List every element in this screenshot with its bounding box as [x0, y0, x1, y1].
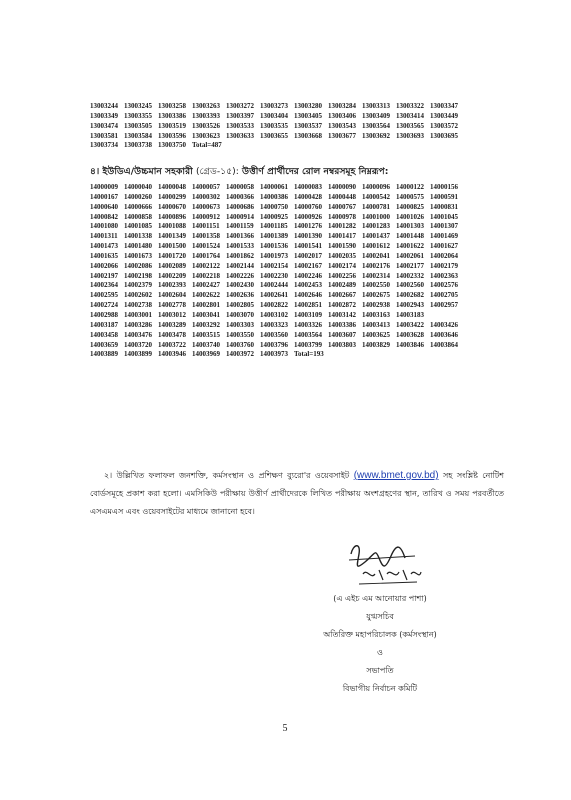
roll-number: 14000058: [226, 183, 254, 191]
roll-number: 14001536: [260, 242, 288, 251]
roll-number: 13003397: [226, 111, 254, 120]
roll-number: 13003655: [260, 131, 288, 140]
roll-number: 14003326: [294, 320, 322, 329]
roll-number: 14000122: [396, 183, 424, 191]
roll-number: 14003515: [192, 330, 220, 339]
roll-number: 13003695: [430, 131, 458, 140]
roll-number: 14002444: [260, 281, 288, 290]
roll-number: 14002822: [260, 301, 288, 310]
roll-number: 14002226: [226, 271, 254, 280]
roll-number: 13003572: [430, 121, 458, 130]
roll-number: 14003899: [124, 350, 152, 359]
roll-number: 14001080: [90, 222, 118, 231]
roll-number: 14000542: [362, 192, 390, 201]
page-number: 5: [282, 723, 288, 734]
roll-number: 13003692: [362, 131, 390, 140]
roll-row: [90, 232, 500, 242]
roll-row: [90, 102, 500, 112]
roll-number: 14001151: [192, 222, 220, 231]
roll-number: 14002724: [90, 301, 118, 310]
roll-row: [90, 242, 500, 252]
roll-number: 14000096: [362, 183, 390, 191]
roll-number: 14002489: [328, 281, 356, 290]
roll-number: 14000009: [90, 183, 118, 191]
roll-number: 13003474: [90, 121, 118, 130]
roll-number: 13003537: [294, 121, 322, 130]
roll-number: 14002246: [294, 271, 322, 280]
roll-number: 14003972: [226, 350, 254, 359]
roll-number: 14001389: [260, 232, 288, 241]
roll-number: 14002957: [430, 301, 458, 310]
roll-number: 14002646: [294, 291, 322, 300]
roll-number: 14002805: [226, 301, 254, 310]
roll-number: 14002430: [226, 281, 254, 290]
roll-number: 13003750: [158, 141, 186, 150]
roll-number: 14000926: [294, 212, 322, 221]
roll-number: 13003404: [260, 111, 288, 120]
roll-number: 14001720: [158, 251, 186, 260]
roll-number: 14001185: [260, 222, 288, 231]
roll-number: 13003734: [90, 141, 118, 150]
roll-number: 13003581: [90, 131, 118, 140]
roll-number: 14003478: [158, 330, 186, 339]
roll-row: [90, 132, 500, 142]
signatory-title-chairman: সভাপতি: [366, 666, 394, 675]
roll-number: 14002393: [158, 281, 186, 290]
roll-number: 14002332: [396, 271, 424, 280]
roll-number: 14002682: [396, 291, 424, 300]
roll-row: [90, 193, 500, 203]
roll-number: 14002576: [430, 281, 458, 290]
roll-number: 14000842: [90, 212, 118, 221]
heading-prefix: ৪। ইউডিএ/উচ্চমান সহকারী: [90, 166, 193, 177]
roll-number: 14003001: [124, 310, 152, 319]
roll-number: 13003347: [430, 102, 458, 110]
roll-row: [90, 222, 500, 232]
roll-number: 14003646: [430, 330, 458, 339]
roll-number: 14003550: [226, 330, 254, 339]
signatory-title-additional-dg: অতিরিক্ত মহাপরিচালক (কর্মসংস্থান): [323, 630, 437, 639]
roll-number: 14002064: [430, 251, 458, 260]
roll-number: 14003889: [90, 350, 118, 359]
roll-number: 13003535: [260, 121, 288, 130]
roll-number: 14002801: [192, 301, 220, 310]
roll-number: 13003272: [226, 102, 254, 110]
signatory-name: (এ এইচ এম আনোয়ার পাশা): [333, 594, 427, 603]
roll-number: 14000591: [430, 192, 458, 201]
roll-number: 14002364: [90, 281, 118, 290]
roll-row: [90, 331, 500, 341]
roll-number: 14002230: [260, 271, 288, 280]
roll-total: Total=487: [192, 141, 222, 150]
roll-number: 14000767: [328, 202, 356, 211]
roll-number: 14003560: [260, 330, 288, 339]
roll-number: 14001366: [226, 232, 254, 241]
roll-number: 14002314: [362, 271, 390, 280]
roll-number: 13003386: [158, 111, 186, 120]
roll-number: 13003738: [124, 141, 152, 150]
roll-number: 14000912: [192, 212, 220, 221]
roll-row: [90, 311, 500, 321]
roll-number: 14001349: [158, 232, 186, 241]
roll-number: 14000825: [396, 202, 424, 211]
roll-number: 14002363: [430, 271, 458, 280]
roll-number: 14003183: [396, 310, 424, 319]
roll-number: 14000156: [430, 183, 458, 191]
roll-number: 14001437: [362, 232, 390, 241]
roll-number: 14000914: [226, 212, 254, 221]
roll-number: 13003564: [362, 121, 390, 130]
roll-number: 14003292: [192, 320, 220, 329]
roll-number: 14000670: [158, 202, 186, 211]
roll-number: 14003426: [430, 320, 458, 329]
roll-number: 14002675: [362, 291, 390, 300]
roll-number: 14000760: [294, 202, 322, 211]
roll-number: 14002938: [362, 301, 390, 310]
roll-number: 14003760: [226, 340, 254, 349]
roll-row: [90, 350, 500, 360]
roll-number: 14001590: [328, 242, 356, 251]
roll-number: 14001358: [192, 232, 220, 241]
roll-number: 14003720: [124, 340, 152, 349]
roll-number: 14000090: [328, 183, 356, 191]
roll-number: 14002602: [124, 291, 152, 300]
roll-number: 14000831: [430, 202, 458, 211]
roll-number: 14003864: [430, 340, 458, 349]
roll-number: 14000299: [158, 192, 186, 201]
roll-number: 13003280: [294, 102, 322, 110]
roll-number: 14003625: [362, 330, 390, 339]
roll-number: 14001622: [396, 242, 424, 251]
roll-number: 14000640: [90, 202, 118, 211]
roll-number: 14000428: [294, 192, 322, 201]
roll-number: 14002550: [362, 281, 390, 290]
roll-number: 13003565: [396, 121, 424, 130]
roll-number: 14003722: [158, 340, 186, 349]
roll-number: 14003109: [294, 310, 322, 319]
roll-number: 14000260: [124, 192, 152, 201]
roll-number: 14002705: [430, 291, 458, 300]
roll-number: 14002144: [226, 261, 254, 270]
roll-number: 14002154: [260, 261, 288, 270]
roll-number: 14002197: [90, 271, 118, 280]
signatory-block: [290, 590, 470, 698]
roll-number: 13003623: [192, 131, 220, 140]
roll-number: 14003803: [328, 340, 356, 349]
roll-number: 14001612: [362, 242, 390, 251]
roll-number: 14002179: [430, 261, 458, 270]
roll-number: 14003102: [260, 310, 288, 319]
roll-number: 14003628: [396, 330, 424, 339]
roll-number: 14001524: [192, 242, 220, 251]
roll-number: 14003946: [158, 350, 186, 359]
roll-number: 13003355: [124, 111, 152, 120]
roll-number: 14002636: [226, 291, 254, 300]
roll-number: 14003187: [90, 320, 118, 329]
roll-number: 14003846: [396, 340, 424, 349]
roll-number: 14003458: [90, 330, 118, 339]
roll-number: 14002943: [396, 301, 424, 310]
roll-number: 14000167: [90, 192, 118, 201]
roll-number: 14001500: [158, 242, 186, 251]
roll-number: 14002089: [158, 261, 186, 270]
paragraph-text-after-url: সহ সংশ্লিষ্ট নোটিশ বোর্ডসমূহে প্রকাশ করা হলো। এমসিকিউ পরীক্ষায় উত্তীর্ণ প্রার্থীদেরকে লিখিত পরীক্ষায় অংশগ্রহণের স্থান, তারিখ ও সময় পরবর্তীতে এসএমএস এবং ওয়েবসাইটের মাধ্যমে জানানো হবে।: [90, 471, 504, 516]
roll-number: 14000666: [124, 202, 152, 211]
roll-row: [90, 252, 500, 262]
roll-number-list-udc-previous: [90, 102, 500, 151]
roll-number: 14003659: [90, 340, 118, 349]
roll-number: 14002256: [328, 271, 356, 280]
roll-number: 13003409: [362, 111, 390, 120]
roll-row: [90, 321, 500, 331]
roll-number: 14001282: [328, 222, 356, 231]
roll-number: 14002167: [294, 261, 322, 270]
roll-number: 14001862: [226, 251, 254, 260]
roll-row: [90, 341, 500, 351]
roll-number: 13003449: [430, 111, 458, 120]
roll-number: 14001088: [158, 222, 186, 231]
handwritten-signature: [345, 540, 425, 592]
roll-number: 14002177: [396, 261, 424, 270]
roll-number: 14000781: [362, 202, 390, 211]
roll-number: 14000673: [192, 202, 220, 211]
roll-number: 14001026: [396, 212, 424, 221]
roll-number: 14003564: [294, 330, 322, 339]
roll-number: 13003263: [192, 102, 220, 110]
roll-number: 14002453: [294, 281, 322, 290]
roll-number: 13003533: [226, 121, 254, 130]
roll-number: 14001085: [124, 222, 152, 231]
roll-number: 14003142: [328, 310, 356, 319]
roll-number: 14002198: [124, 271, 152, 280]
roll-number: 14001311: [90, 232, 118, 241]
roll-number: 14000083: [294, 183, 322, 191]
roll-number: 14002667: [328, 291, 356, 300]
signatory-title-committee: বিভাগীয় নির্বাচন কমিটি: [342, 684, 418, 693]
roll-number: 14003973: [260, 350, 288, 359]
signatory-conjunction: ও: [377, 648, 383, 657]
roll-number: 14002066: [90, 261, 118, 270]
roll-number: 14000386: [260, 192, 288, 201]
roll-number: 13003393: [192, 111, 220, 120]
roll-number: 14001473: [90, 242, 118, 251]
roll-number: 13003313: [362, 102, 390, 110]
roll-number: 14001480: [124, 242, 152, 251]
roll-number: 14002061: [396, 251, 424, 260]
roll-number: 14001635: [90, 251, 118, 260]
roll-number: 14002872: [328, 301, 356, 310]
roll-number: 14001764: [192, 251, 220, 260]
roll-number: 13003596: [158, 131, 186, 140]
roll-number: 14002778: [158, 301, 186, 310]
roll-number: 14002041: [362, 251, 390, 260]
roll-number: 13003244: [90, 102, 118, 110]
roll-number: 14003041: [192, 310, 220, 319]
roll-number: 14002086: [124, 261, 152, 270]
roll-number: 14002209: [158, 271, 186, 280]
roll-number: 14003607: [328, 330, 356, 339]
roll-number: 14002035: [328, 251, 356, 260]
website-link[interactable]: (www.bmet.gov.bd): [353, 470, 439, 481]
roll-number: 14001469: [430, 232, 458, 241]
roll-number: 14000057: [192, 183, 220, 191]
roll-number: 14001448: [396, 232, 424, 241]
roll-number: 14002738: [124, 301, 152, 310]
roll-number: 14000896: [158, 212, 186, 221]
roll-number: 14002604: [158, 291, 186, 300]
roll-number: 14003799: [294, 340, 322, 349]
roll-number: 14001417: [328, 232, 356, 241]
roll-number: 14000925: [260, 212, 288, 221]
roll-row: [90, 281, 500, 291]
roll-number: 14001303: [396, 222, 424, 231]
roll-number: 13003273: [260, 102, 288, 110]
roll-number: 14003303: [226, 320, 254, 329]
roll-number: 14000686: [226, 202, 254, 211]
roll-number: 13003584: [124, 131, 152, 140]
roll-number: 14001276: [294, 222, 322, 231]
roll-row: [90, 183, 500, 193]
roll-number: 14000040: [124, 183, 152, 191]
roll-number: 14002122: [192, 261, 220, 270]
roll-row: [90, 141, 500, 151]
roll-number: 14003323: [260, 320, 288, 329]
signatory-title-joint-secretary: যুগ্মসচিব: [366, 612, 394, 621]
roll-number: 14001541: [294, 242, 322, 251]
roll-number: 14000575: [396, 192, 424, 201]
roll-number: 13003526: [192, 121, 220, 130]
roll-number: 13003668: [294, 131, 322, 140]
roll-number: 14000366: [226, 192, 254, 201]
roll-number: 13003414: [396, 111, 424, 120]
roll-row: [90, 301, 500, 311]
roll-number: 14003012: [158, 310, 186, 319]
roll-number: 14003386: [328, 320, 356, 329]
roll-number: 14003286: [124, 320, 152, 329]
roll-row: [90, 291, 500, 301]
roll-number: 14001307: [430, 222, 458, 231]
roll-number: 14003969: [192, 350, 220, 359]
roll-number: 14003070: [226, 310, 254, 319]
roll-number: 14000750: [260, 202, 288, 211]
roll-row: [90, 112, 500, 122]
roll-number: 14003796: [260, 340, 288, 349]
roll-number: 14002641: [260, 291, 288, 300]
roll-number: 14002560: [396, 281, 424, 290]
roll-row: [90, 262, 500, 272]
roll-number: 14002379: [124, 281, 152, 290]
paragraph-text-before-url: ২। উল্লিখিত ফলাফল জনশক্তি, কর্মসংস্থান ও প্রশিক্ষণ ব্যুরো'র ওয়েবসাইট: [104, 471, 350, 480]
roll-number: 14003829: [362, 340, 390, 349]
roll-number: 14002176: [362, 261, 390, 270]
roll-number: 14001973: [260, 251, 288, 260]
roll-number: 13003633: [226, 131, 254, 140]
roll-number: 13003519: [158, 121, 186, 130]
roll-number: 14002174: [328, 261, 356, 270]
roll-number: 14000048: [158, 183, 186, 191]
section-heading-udc: [90, 164, 520, 179]
roll-number: 14002988: [90, 310, 118, 319]
roll-number: 13003349: [90, 111, 118, 120]
roll-number: 14002622: [192, 291, 220, 300]
roll-number: 14001045: [430, 212, 458, 221]
roll-number: 14002427: [192, 281, 220, 290]
roll-number: 13003284: [328, 102, 356, 110]
roll-number: 14001627: [430, 242, 458, 251]
roll-number: 14003476: [124, 330, 152, 339]
roll-number: 14001390: [294, 232, 322, 241]
roll-number: 14001673: [124, 251, 152, 260]
roll-number: 13003677: [328, 131, 356, 140]
roll-number: 14001338: [124, 232, 152, 241]
roll-number: 14000302: [192, 192, 220, 201]
roll-number: 14003740: [192, 340, 220, 349]
roll-row: [90, 122, 500, 132]
roll-number: 14002017: [294, 251, 322, 260]
roll-number: 14002851: [294, 301, 322, 310]
roll-number: 13003405: [294, 111, 322, 120]
roll-number: 13003505: [124, 121, 152, 130]
roll-row: [90, 272, 500, 282]
roll-number: 13003245: [124, 102, 152, 110]
roll-number: 14000978: [328, 212, 356, 221]
roll-number: 13003258: [158, 102, 186, 110]
roll-number: 14002595: [90, 291, 118, 300]
roll-number: 14000061: [260, 183, 288, 191]
roll-row: [90, 213, 500, 223]
roll-row: [90, 203, 500, 213]
roll-number: 13003322: [396, 102, 424, 110]
roll-number-list-udc: [90, 183, 500, 360]
roll-number: 14002218: [192, 271, 220, 280]
roll-number: 14003289: [158, 320, 186, 329]
roll-number: 14001000: [362, 212, 390, 221]
roll-number: 14001159: [226, 222, 254, 231]
roll-number: 14000858: [124, 212, 152, 221]
roll-number: 14003422: [396, 320, 424, 329]
roll-number: 13003693: [396, 131, 424, 140]
heading-grade: (গ্রেড-১৫):: [195, 166, 239, 177]
roll-number: 14001283: [362, 222, 390, 231]
roll-number: 14000448: [328, 192, 356, 201]
roll-number: 13003543: [328, 121, 356, 130]
roll-number: 14003163: [362, 310, 390, 319]
heading-suffix: উত্তীর্ণ প্রার্থীদের রোল নম্বরসমূহ নিম্নরূপ:: [242, 166, 389, 177]
roll-number: 13003406: [328, 111, 356, 120]
roll-number: 14001533: [226, 242, 254, 251]
notice-paragraph: [90, 467, 504, 521]
roll-total: Total=193: [294, 350, 324, 359]
roll-number: 14003413: [362, 320, 390, 329]
